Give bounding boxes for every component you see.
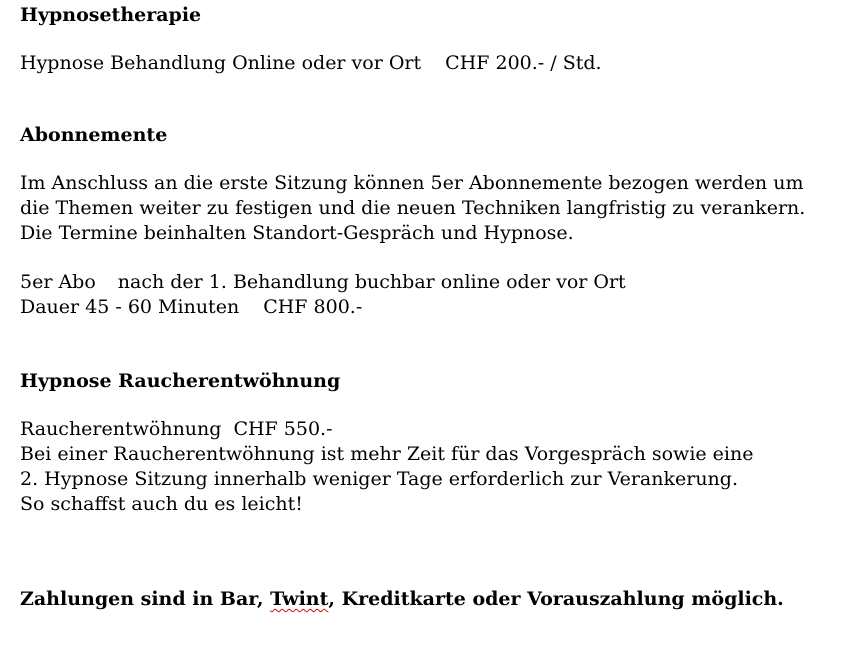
spellcheck-flagged-word[interactable]: Twint (270, 588, 329, 610)
abo-paragraph (20, 171, 805, 246)
abo-duration: Dauer 45 - 60 Minuten (20, 296, 240, 318)
rauch-price: CHF 550.- (233, 418, 333, 440)
abo-price: CHF 800.- (263, 296, 363, 318)
payment-prefix: Zahlungen sind in Bar, (20, 588, 271, 610)
heading-raucherentwoehnung: Hypnose Raucherentwöhnung (20, 370, 341, 392)
abo-label: 5er Abo (20, 271, 96, 293)
rauch-label: Raucherentwöhnung (20, 418, 222, 440)
abo-duration-line (20, 295, 626, 320)
hypnose-price: CHF 200.- / Std. (445, 52, 602, 74)
heading-abonnemente: Abonnemente (20, 124, 168, 146)
abo-line-2: die Themen weiter zu festigen und die neuen Techniken langfristig zu verankern. (20, 197, 806, 219)
rauch-line-1: Bei einer Raucherentwöhnung ist mehr Zeit für das Vorgespräch sowie eine (20, 443, 754, 465)
abo-details (20, 270, 626, 320)
hypnose-price-line (20, 51, 602, 76)
abo-line-1: Im Anschluss an die erste Sitzung können 5er Abonnemente bezogen werden um (20, 172, 804, 194)
hypnose-service-text: Hypnose Behandlung Online oder vor Ort (20, 52, 422, 74)
abo-offer-line (20, 270, 626, 295)
abo-description: nach der 1. Behandlung buchbar online oder vor Ort (117, 271, 626, 293)
payment-suffix: , Kreditkarte oder Vorauszahlung möglich. (328, 588, 784, 610)
rauch-paragraph (20, 417, 753, 517)
rauch-price-line (20, 417, 753, 442)
heading-hypnosetherapie: Hypnosetherapie (20, 4, 202, 26)
rauch-line-3: So schaffst auch du es leicht! (20, 493, 303, 515)
payment-info (20, 587, 784, 612)
rauch-line-2: 2. Hypnose Sitzung innerhalb weniger Tage erforderlich zur Verankerung. (20, 468, 738, 490)
abo-line-3: Die Termine beinhalten Standort-Gespräch und Hypnose. (20, 222, 574, 244)
